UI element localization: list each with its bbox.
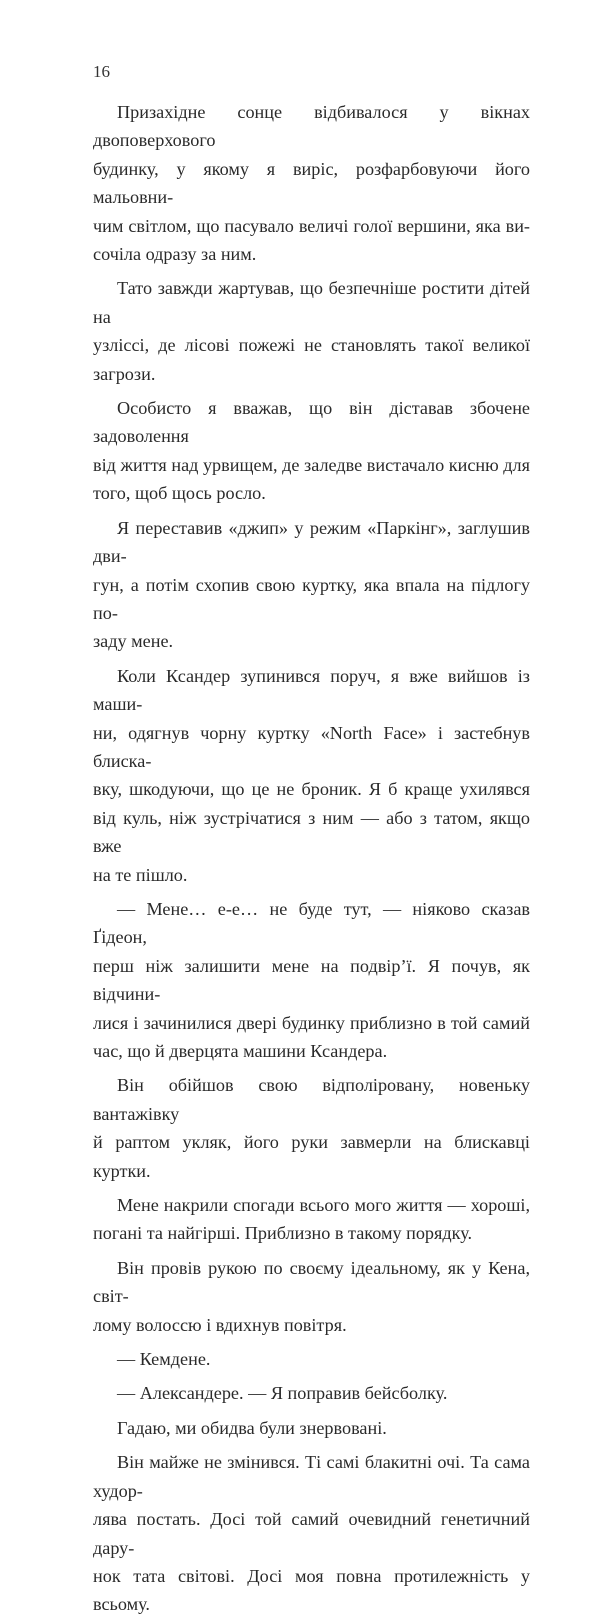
text-line: узліссі, де лісові пожежі не становлять такої великої загрози.	[93, 335, 530, 384]
paragraph	[93, 662, 530, 889]
text-line: чим світлом, що пасувало величі голої вершини, яка ви-	[93, 215, 530, 236]
paragraph	[93, 1379, 530, 1407]
text-line: будинку, у якому я виріс, розфарбовуючи його мальовни-	[93, 158, 530, 208]
text-line: Я переставив «джип» у режим «Паркінг», заглушив дви-	[93, 517, 530, 567]
text-line: перш ніж залишити мене на подвір’ї. Я почув, як відчини-	[93, 955, 530, 1005]
text-line: Він обійшов свою відполіровану, новеньку вантажівку	[93, 1075, 530, 1124]
text-line: вку, шкодуючи, що це не броник. Я б краще ухилявся	[93, 779, 530, 800]
text-line: Він провів рукою по своєму ідеальному, як у Кена, світ-	[93, 1257, 530, 1307]
paragraph	[93, 394, 530, 508]
text-line: Коли Ксандер зупинився поруч, я вже вийшов із маши-	[93, 665, 530, 715]
text-line: нок тата світові. Досі моя повна протилежність у всьому.	[93, 1565, 530, 1615]
text-line: на те пішло.	[93, 864, 188, 885]
text-line: ни, одягнув чорну куртку «North Face» і застебнув блиска-	[93, 722, 530, 771]
paragraph	[93, 98, 530, 268]
text-line: заду мене.	[93, 631, 174, 652]
text-line: Особисто я вважав, що він діставав збочене задоволення	[93, 398, 530, 447]
text-line: й раптом укляк, його руки завмерли на блискавці куртки.	[93, 1132, 530, 1181]
text-line: — Мене… е-е… не буде тут, — ніяково сказав Ґідеон,	[93, 898, 530, 948]
text-line: Тато завжди жартував, що безпечніше ростити дітей на	[93, 278, 530, 327]
paragraph	[93, 1254, 530, 1339]
body-text	[93, 98, 530, 1619]
text-line: лому волоссю і вдихнув повітря.	[93, 1314, 347, 1335]
text-line: гун, а потім схопив свою куртку, яка впала на підлогу по-	[93, 574, 530, 623]
paragraph	[93, 1345, 530, 1373]
text-line: Призахідне сонце відбивалося у вікнах двоповерхового	[93, 102, 530, 151]
page-number: 16	[93, 62, 110, 81]
paragraph	[93, 1448, 530, 1618]
text-line: від життя над урвищем, де заледве вистачало кисню для	[93, 454, 530, 475]
text-line: — Кемдене.	[117, 1349, 211, 1370]
paragraph	[93, 274, 530, 388]
text-line: погані та найгірші. Приблизно в такому порядку.	[93, 1223, 473, 1244]
text-line: того, щоб щось росло.	[93, 483, 266, 504]
text-line: від куль, ніж зустрічатися з ним — або з татом, якщо вже	[93, 807, 530, 857]
text-line: Гадаю, ми обидва були знервовані.	[117, 1417, 387, 1438]
text-line: лява постать. Досі той самий очевидний генетичний дару-	[93, 1509, 530, 1558]
text-line: — Александере. — Я поправив бейсболку.	[117, 1383, 448, 1404]
paragraph	[93, 1414, 530, 1442]
text-line: сочіла одразу за ним.	[93, 244, 257, 265]
paragraph	[93, 514, 530, 656]
text-line: Він майже не змінився. Ті самі блакитні очі. Та сама худор-	[93, 1452, 530, 1501]
paragraph	[93, 895, 530, 1065]
paragraph	[93, 1071, 530, 1185]
text-line: лися і зачинилися двері будинку приблизно в той самий	[93, 1012, 530, 1033]
paragraph	[93, 1191, 530, 1248]
text-line: Мене накрили спогади всього мого життя — хороші,	[117, 1195, 530, 1216]
text-line: час, що й дверцята машини Ксандера.	[93, 1041, 388, 1061]
